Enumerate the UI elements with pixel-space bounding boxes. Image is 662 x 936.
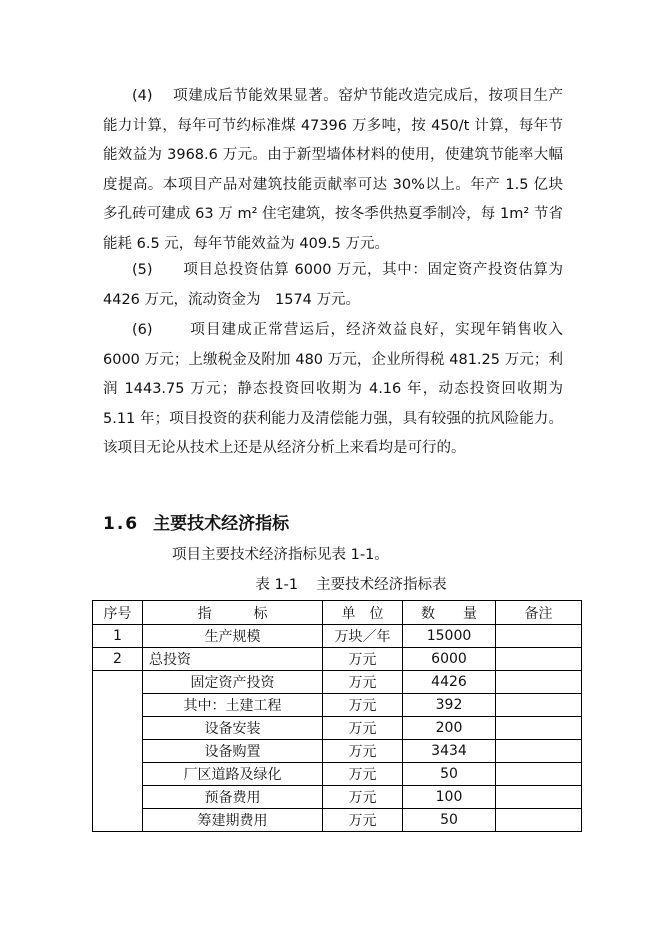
cell-unit: 万元	[323, 694, 403, 717]
header-unit: 单 位	[323, 601, 403, 625]
cell-unit: 万元	[323, 809, 403, 832]
cell-seq-merged	[93, 671, 143, 832]
indicators-table	[92, 600, 582, 832]
cell-qty: 100	[403, 786, 496, 809]
table-row	[93, 809, 582, 832]
header-qty: 数 量	[403, 601, 496, 625]
table-caption-label: 表 1-1	[255, 577, 299, 593]
cell-unit: 万元	[323, 671, 403, 694]
cell-note	[496, 809, 582, 832]
table-caption	[0, 573, 662, 594]
section-title: 主要技术经济指标	[153, 514, 290, 534]
header-seq: 序号	[93, 601, 143, 625]
paragraph-4: (4) 项建成后节能效果显著。窑炉节能改造完成后，按项目生产能力计算，每年可节约标准煤 47396 万多吨，按 450/t 计算，每年节能效益为 3968.6 万元。由于新型墙体材料的使用，使建筑节能率大幅度提高。本项目产品对建筑技能贡献率可达 30%以上。年产 1.5 亿块多孔砖可建成 63 万 m² 住宅建筑，按冬季供热夏季制冷，每 1m² 节省能耗 6.5 元，每年节能效益为 409.5 万元。	[103, 88, 563, 252]
cell-note	[496, 694, 582, 717]
cell-note	[496, 648, 582, 671]
cell-item: 设备购置	[143, 740, 323, 763]
table-row	[93, 694, 582, 717]
cell-item: 其中：土建工程	[143, 694, 323, 717]
cell-unit: 万元	[323, 763, 403, 786]
cell-item: 生产规模	[143, 625, 323, 648]
table-row	[93, 763, 582, 786]
table-header-row	[93, 601, 582, 625]
cell-qty: 392	[403, 694, 496, 717]
table-row	[93, 648, 582, 671]
header-note: 备注	[496, 601, 582, 625]
cell-item: 筹建期费用	[143, 809, 323, 832]
cell-note	[496, 625, 582, 648]
cell-unit: 万元	[323, 740, 403, 763]
header-item: 指 标	[143, 601, 323, 625]
cell-qty: 3434	[403, 740, 496, 763]
cell-item: 设备安装	[143, 717, 323, 740]
cell-item: 固定资产投资	[143, 671, 323, 694]
cell-note	[496, 671, 582, 694]
cell-note	[496, 763, 582, 786]
cell-note	[496, 740, 582, 763]
cell-note	[496, 786, 582, 809]
table-row	[93, 717, 582, 740]
section-heading	[103, 509, 289, 534]
cell-unit: 万元	[323, 717, 403, 740]
cell-note	[496, 717, 582, 740]
cell-qty: 4426	[403, 671, 496, 694]
cell-seq: 2	[93, 648, 143, 671]
paragraph-6: (6) 项目建成正常营运后，经济效益良好，实现年销售收入 6000 万元；上缴税金及附加 480 万元，企业所得税 481.25 万元；利润 1443.75 万元；静态投资回收期为 4.16 年，动态投资回收期为 5.11 年；项目投资的获利能力及清偿能力强，具有较强的抗风险能力。该项目无论从技术上还是从经济分析上来看均是可行的。	[103, 322, 563, 456]
table-row	[93, 671, 582, 694]
cell-unit: 万元	[323, 648, 403, 671]
cell-item: 预备费用	[143, 786, 323, 809]
paragraph-5: (5) 项目总投资估算 6000 万元，其中：固定资产投资估算为 4426 万元，流动资金为 1574 万元。	[103, 262, 563, 308]
cell-unit: 万块／年	[323, 625, 403, 648]
cell-seq: 1	[93, 625, 143, 648]
table-caption-title: 主要技术经济指标表	[316, 577, 447, 593]
table-row	[93, 740, 582, 763]
cell-qty: 15000	[403, 625, 496, 648]
cell-qty: 6000	[403, 648, 496, 671]
table-row	[93, 625, 582, 648]
cell-item: 厂区道路及绿化	[143, 763, 323, 786]
cell-item: 总投资	[143, 648, 323, 671]
table-row	[93, 786, 582, 809]
table-intro: 项目主要技术经济指标见表 1-1。	[172, 547, 389, 563]
cell-qty: 50	[403, 809, 496, 832]
cell-unit: 万元	[323, 786, 403, 809]
cell-qty: 200	[403, 717, 496, 740]
cell-qty: 50	[403, 763, 496, 786]
section-number: 1.6	[103, 514, 140, 534]
